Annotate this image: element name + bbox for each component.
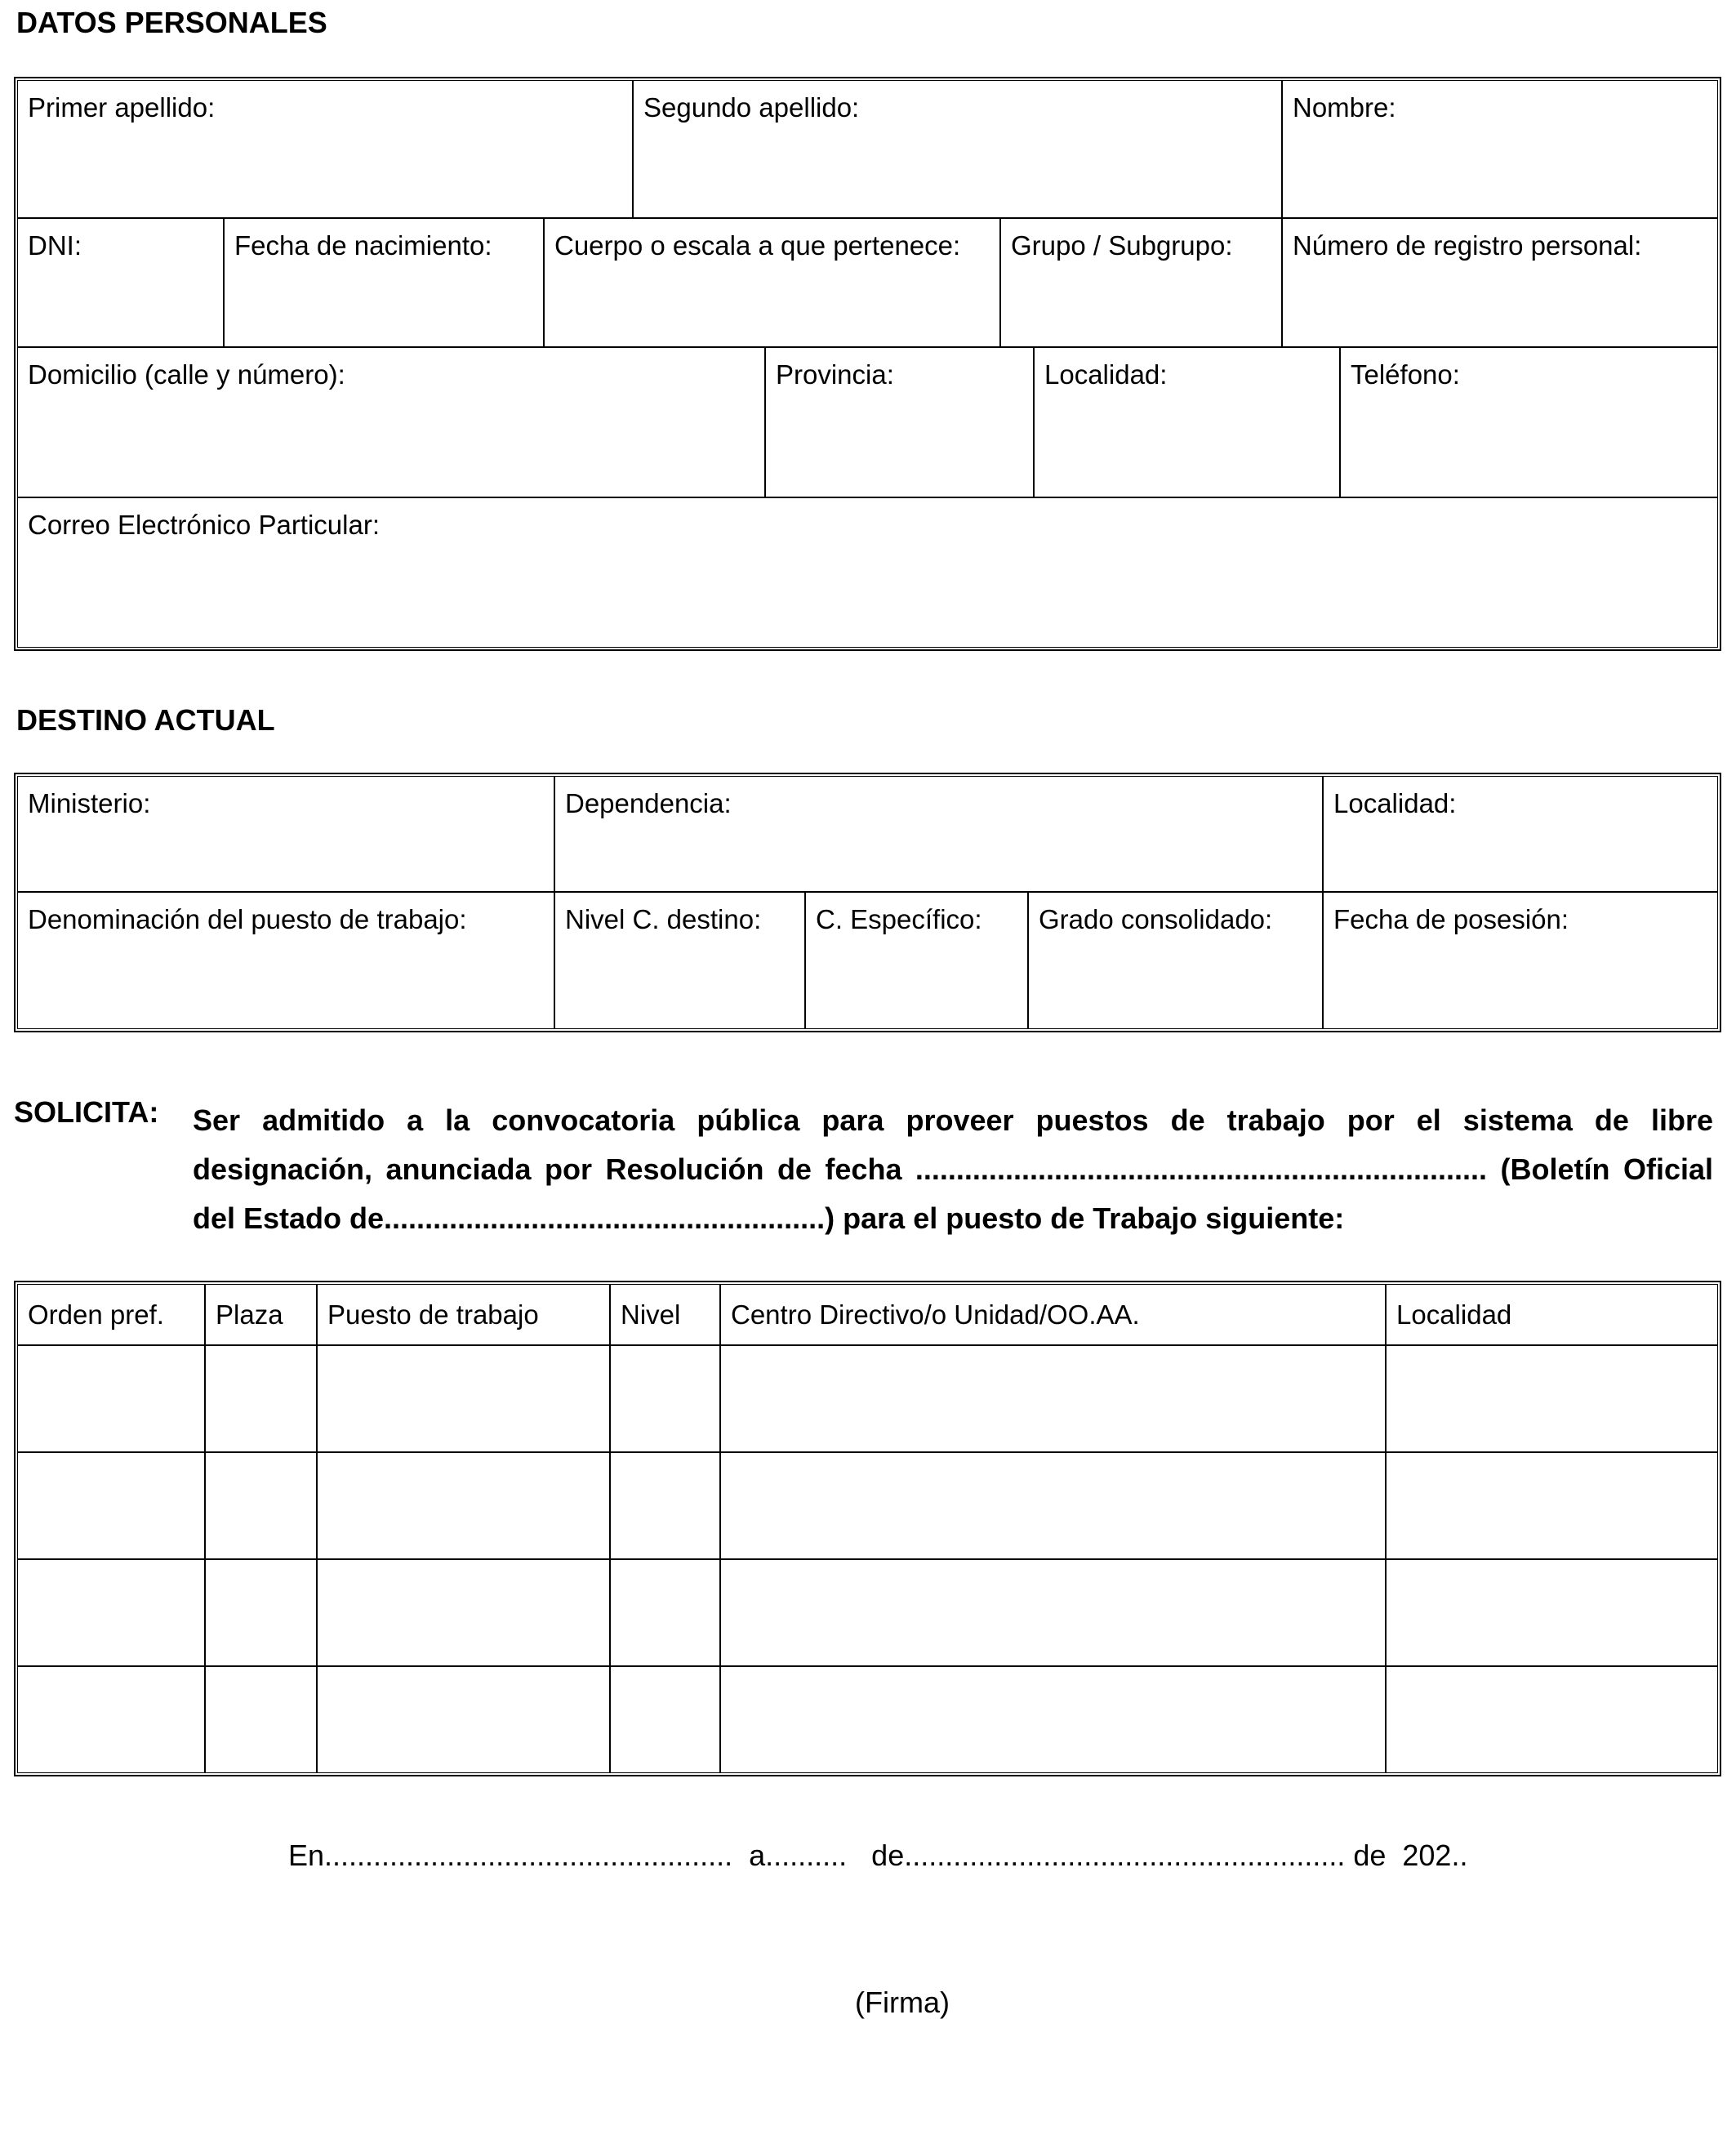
field-localidad[interactable] — [1035, 348, 1341, 498]
cell-puesto-trabajo[interactable] — [318, 1453, 611, 1560]
cell-nivel[interactable] — [611, 1667, 721, 1772]
input-plaza[interactable] — [214, 1354, 308, 1445]
cell-plaza[interactable] — [206, 1346, 318, 1453]
section-title-destino-actual: DESTINO ACTUAL — [16, 703, 275, 737]
field-ministerio[interactable] — [18, 777, 555, 893]
cell-localidad[interactable] — [1387, 1560, 1717, 1667]
column-header-label: Centro Directivo/o Unidad/OO.AA. — [731, 1299, 1140, 1330]
label-grupo-subgrupo: Grupo / Subgrupo: — [1011, 230, 1233, 261]
input-puesto-trabajo[interactable] — [326, 1354, 601, 1445]
puestos-table — [14, 1281, 1721, 1776]
input-centro-directivo[interactable] — [729, 1354, 1377, 1445]
column-header-plaza — [206, 1285, 318, 1346]
input-centro-directivo[interactable] — [729, 1461, 1377, 1552]
column-header-centro-directivo — [721, 1285, 1387, 1346]
place-date-line: En.................................................. a.......... de...................................................... de 202.. — [288, 1839, 1468, 1872]
column-header-puesto-trabajo — [318, 1285, 611, 1346]
label-numero-registro: Número de registro personal: — [1293, 230, 1642, 261]
puestos-table-inner — [17, 1284, 1718, 1773]
input-nivel[interactable] — [619, 1461, 711, 1552]
solicita-line: designación, anunciada por Resolución de fecha ...................................................................... (Boletín Oficial — [193, 1152, 1713, 1186]
table-row — [18, 1560, 1717, 1667]
label-localidad-destino: Localidad: — [1333, 788, 1457, 818]
cell-plaza[interactable] — [206, 1560, 318, 1667]
input-localidad[interactable] — [1395, 1354, 1709, 1445]
field-primer-apellido[interactable] — [18, 81, 634, 219]
cell-nivel[interactable] — [611, 1346, 721, 1453]
cell-centro-directivo[interactable] — [721, 1453, 1387, 1560]
input-cuerpo-escala[interactable] — [553, 304, 991, 338]
field-c-especifico[interactable] — [806, 893, 1029, 1028]
label-cuerpo-escala: Cuerpo o escala a que pertenece: — [554, 230, 961, 261]
label-segundo-apellido: Segundo apellido: — [643, 92, 860, 123]
field-cuerpo-escala[interactable] — [545, 219, 1001, 348]
field-denominacion-puesto[interactable] — [18, 893, 555, 1028]
input-localidad[interactable] — [1395, 1568, 1709, 1659]
label-denominacion-puesto: Denominación del puesto de trabajo: — [28, 904, 467, 934]
column-header-label: Plaza — [216, 1299, 283, 1330]
label-nivel-c-destino: Nivel C. destino: — [565, 904, 762, 934]
input-provincia[interactable] — [774, 454, 1025, 488]
input-localidad[interactable] — [1395, 1461, 1709, 1552]
field-provincia[interactable] — [766, 348, 1035, 498]
cell-puesto-trabajo[interactable] — [318, 1667, 611, 1772]
input-fecha-posesion[interactable] — [1332, 986, 1709, 1020]
cell-nivel[interactable] — [611, 1560, 721, 1667]
label-grado-consolidado: Grado consolidado: — [1039, 904, 1273, 934]
cell-plaza[interactable] — [206, 1667, 318, 1772]
input-fecha-nacimiento[interactable] — [233, 304, 535, 338]
label-localidad: Localidad: — [1044, 359, 1168, 390]
column-header-label: Localidad — [1396, 1299, 1512, 1330]
input-segundo-apellido[interactable] — [642, 175, 1273, 209]
table-row — [18, 1346, 1717, 1453]
cell-centro-directivo[interactable] — [721, 1346, 1387, 1453]
label-dni: DNI: — [28, 230, 82, 261]
input-nivel[interactable] — [619, 1354, 711, 1445]
column-header-label: Puesto de trabajo — [327, 1299, 539, 1330]
field-localidad-destino[interactable] — [1324, 777, 1717, 893]
field-nombre[interactable] — [1283, 81, 1717, 219]
input-telefono[interactable] — [1349, 454, 1709, 488]
firma-label: (Firma) — [855, 1986, 950, 2019]
cell-centro-directivo[interactable] — [721, 1667, 1387, 1772]
cell-plaza[interactable] — [206, 1453, 318, 1560]
input-localidad[interactable] — [1395, 1675, 1709, 1766]
cell-puesto-trabajo[interactable] — [318, 1560, 611, 1667]
input-nivel[interactable] — [619, 1675, 711, 1766]
cell-nivel[interactable] — [611, 1453, 721, 1560]
field-telefono[interactable] — [1341, 348, 1717, 498]
column-header-label: Orden pref. — [28, 1299, 164, 1330]
input-ministerio[interactable] — [26, 849, 545, 883]
column-header-nivel — [611, 1285, 721, 1346]
label-primer-apellido: Primer apellido: — [28, 92, 216, 123]
cell-orden-pref[interactable] — [18, 1453, 206, 1560]
input-puesto-trabajo[interactable] — [326, 1568, 601, 1659]
label-ministerio: Ministerio: — [28, 788, 151, 818]
input-correo[interactable] — [26, 604, 1709, 639]
destino-actual-table-inner — [17, 776, 1718, 1029]
input-dni[interactable] — [26, 304, 215, 338]
label-provincia: Provincia: — [776, 359, 894, 390]
input-nivel-c-destino[interactable] — [563, 986, 796, 1020]
table-row — [18, 1453, 1717, 1560]
solicita-paragraph — [193, 1096, 1713, 1243]
section-title-datos-personales: DATOS PERSONALES — [16, 6, 327, 39]
field-domicilio[interactable] — [18, 348, 766, 498]
input-nivel[interactable] — [619, 1568, 711, 1659]
solicita-line: del Estado de......................................................) para el puesto de Trabajo siguiente: — [193, 1201, 1345, 1235]
field-fecha-posesion[interactable] — [1324, 893, 1717, 1028]
input-plaza[interactable] — [214, 1568, 308, 1659]
table-row — [18, 1667, 1717, 1772]
input-centro-directivo[interactable] — [729, 1675, 1377, 1766]
label-fecha-nacimiento: Fecha de nacimiento: — [234, 230, 492, 261]
field-grupo-subgrupo[interactable] — [1001, 219, 1283, 348]
input-grado-consolidado[interactable] — [1037, 986, 1314, 1020]
input-grupo-subgrupo[interactable] — [1009, 304, 1273, 338]
label-c-especifico: C. Específico: — [816, 904, 982, 934]
solicita-label: SOLICITA: — [14, 1095, 159, 1129]
label-domicilio: Domicilio (calle y número): — [28, 359, 345, 390]
column-header-orden-pref — [18, 1285, 206, 1346]
input-nombre[interactable] — [1291, 175, 1709, 209]
label-fecha-posesion: Fecha de posesión: — [1333, 904, 1569, 934]
cell-orden-pref[interactable] — [18, 1346, 206, 1453]
input-localidad[interactable] — [1043, 454, 1331, 488]
label-nombre: Nombre: — [1293, 92, 1396, 123]
cell-centro-directivo[interactable] — [721, 1560, 1387, 1667]
field-fecha-nacimiento[interactable] — [225, 219, 545, 348]
column-header-label: Nivel — [621, 1299, 681, 1330]
cell-orden-pref[interactable] — [18, 1560, 206, 1667]
input-plaza[interactable] — [214, 1461, 308, 1552]
input-domicilio[interactable] — [26, 454, 756, 488]
solicita-line: Ser admitido a la convocatoria pública para proveer puestos de trabajo por el sistema de libre — [193, 1103, 1713, 1137]
field-dependencia[interactable] — [555, 777, 1324, 893]
input-puesto-trabajo[interactable] — [326, 1675, 601, 1766]
input-centro-directivo[interactable] — [729, 1568, 1377, 1659]
cell-orden-pref[interactable] — [18, 1667, 206, 1772]
field-nivel-c-destino[interactable] — [555, 893, 806, 1028]
input-orden-pref[interactable] — [26, 1354, 196, 1445]
field-segundo-apellido[interactable] — [634, 81, 1283, 219]
label-telefono: Teléfono: — [1351, 359, 1460, 390]
input-c-especifico[interactable] — [814, 986, 1019, 1020]
datos-personales-table-inner — [17, 80, 1718, 648]
column-header-localidad — [1387, 1285, 1717, 1346]
field-numero-registro[interactable] — [1283, 219, 1717, 348]
field-grado-consolidado[interactable] — [1029, 893, 1324, 1028]
input-plaza[interactable] — [214, 1675, 308, 1766]
destino-actual-table — [14, 773, 1721, 1032]
input-dependencia[interactable] — [563, 849, 1314, 883]
cell-puesto-trabajo[interactable] — [318, 1346, 611, 1453]
input-localidad-destino[interactable] — [1332, 849, 1709, 883]
label-dependencia: Dependencia: — [565, 788, 732, 818]
input-orden-pref[interactable] — [26, 1675, 196, 1766]
cell-localidad[interactable] — [1387, 1453, 1717, 1560]
datos-personales-table — [14, 77, 1721, 651]
cell-localidad[interactable] — [1387, 1667, 1717, 1772]
input-orden-pref[interactable] — [26, 1461, 196, 1552]
label-correo: Correo Electrónico Particular: — [28, 510, 380, 540]
field-correo[interactable] — [18, 498, 1717, 647]
input-orden-pref[interactable] — [26, 1568, 196, 1659]
input-primer-apellido[interactable] — [26, 175, 624, 209]
cell-localidad[interactable] — [1387, 1346, 1717, 1453]
input-numero-registro[interactable] — [1291, 304, 1709, 338]
field-dni[interactable] — [18, 219, 225, 348]
input-puesto-trabajo[interactable] — [326, 1461, 601, 1552]
input-denominacion-puesto[interactable] — [26, 986, 545, 1020]
